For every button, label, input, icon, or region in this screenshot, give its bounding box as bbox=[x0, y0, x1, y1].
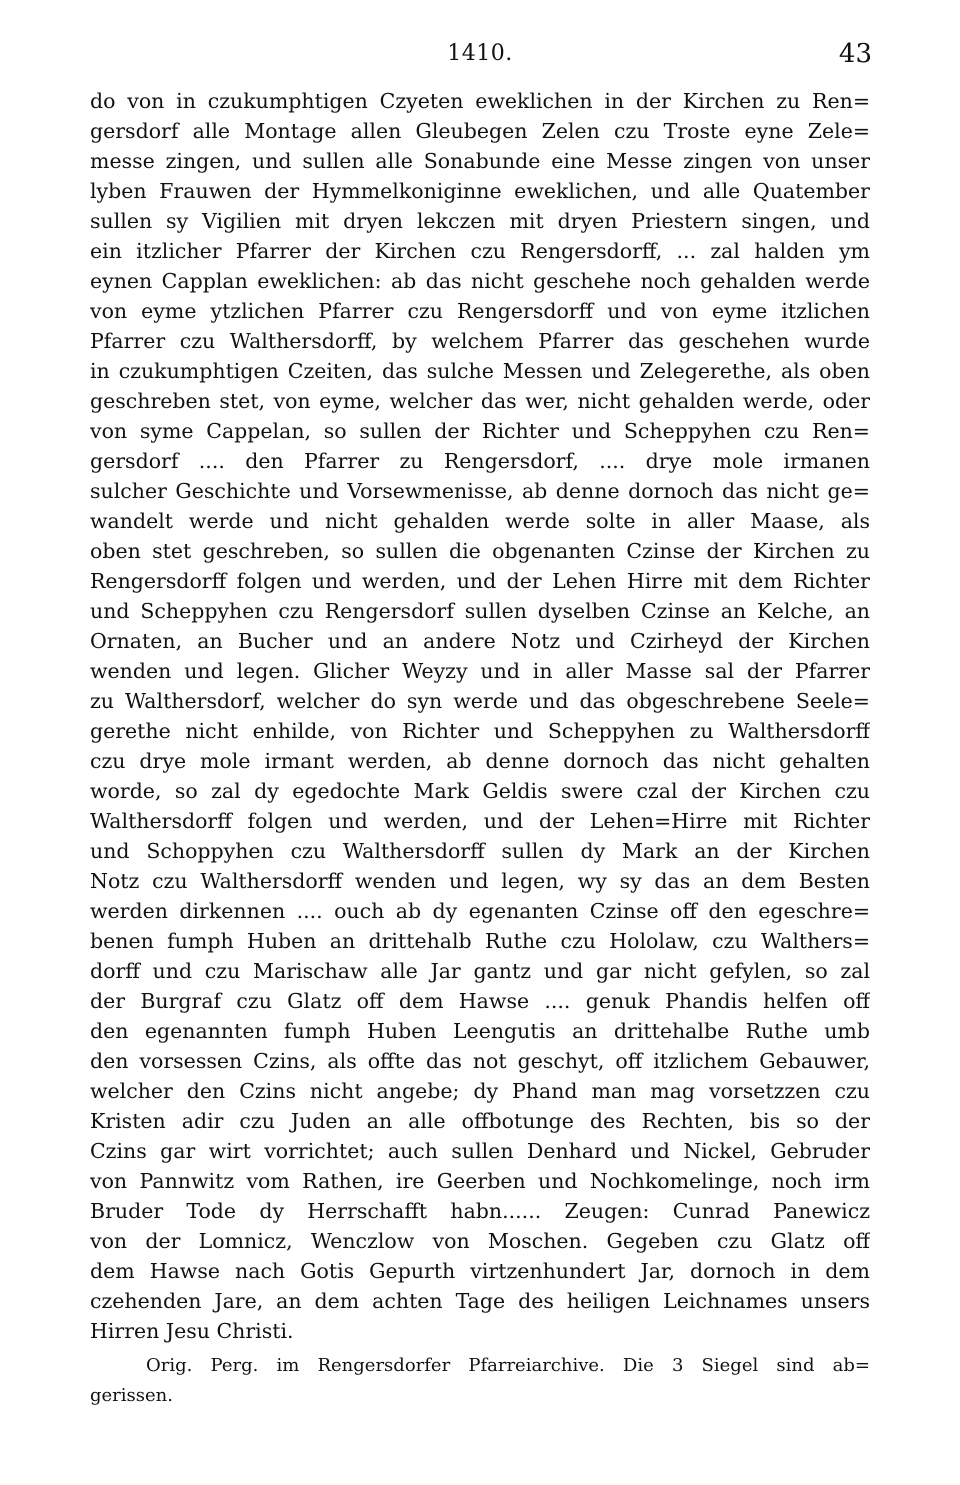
text-line: Rengersdorff folgen und werden, und der Lehen Hirre mit dem Richter bbox=[90, 569, 870, 593]
text-line: und Scheppyhen czu Rengersdorf sullen dyselben Czinse an Kelche, an bbox=[90, 599, 870, 623]
text-line: wenden und legen. Glicher Weyzy und in aller Masse sal der Pfarrer bbox=[90, 659, 870, 683]
page-number: 43 bbox=[838, 39, 872, 69]
text-line: sullen sy Vigilien mit dryen lekczen mit dryen Priestern singen, und bbox=[90, 209, 870, 233]
source-note-line: Orig. Perg. im Rengersdorfer Pfarreiarchive. Die 3 Siegel sind ab= bbox=[146, 1355, 870, 1376]
text-line: von syme Cappelan, so sullen der Richter und Scheppyhen czu Ren= bbox=[90, 419, 870, 443]
text-line: do von in czukumphtigen Czyeten eweklichen in der Kirchen zu Ren= bbox=[90, 89, 870, 113]
text-line: Walthersdorff folgen und werden, und der Lehen=Hirre mit Richter bbox=[90, 809, 870, 833]
text-line: worde, so zal dy egedochte Mark Geldis swere czal der Kirchen czu bbox=[90, 779, 870, 803]
text-line: sulcher Geschichte und Vorsewmenisse, ab denne dornoch das nicht ge= bbox=[90, 479, 870, 503]
text-line: Pfarrer czu Walthersdorff, by welchem Pfarrer das geschehen wurde bbox=[90, 329, 870, 353]
text-line: von der Lomnicz, Wenczlow von Moschen. Gegeben czu Glatz off bbox=[90, 1229, 870, 1253]
text-line: eynen Capplan eweklichen: ab das nicht geschehe noch gehalden werde bbox=[90, 269, 870, 293]
text-line: wandelt werde und nicht gehalden werde solte in aller Maase, als bbox=[90, 509, 870, 533]
source-note-line: gerissen. bbox=[90, 1385, 173, 1406]
page-header bbox=[88, 36, 872, 72]
text-line: dem Hawse nach Gotis Gepurth virtzenhundert Jar, dornoch in dem bbox=[90, 1259, 870, 1283]
text-line: benen fumph Huben an drittehalb Ruthe czu Hololaw, czu Walthers= bbox=[90, 929, 870, 953]
text-line: oben stet geschreben, so sullen die obgenanten Czinse der Kirchen zu bbox=[90, 539, 870, 563]
text-line: Bruder Tode dy Herrschafft habn...... Zeugen: Cunrad Panewicz bbox=[90, 1199, 870, 1223]
text-line: Ornaten, an Bucher und an andere Notz und Czirheyd der Kirchen bbox=[90, 629, 870, 653]
year-heading: 1410. bbox=[447, 41, 513, 66]
charter-text bbox=[90, 86, 870, 1346]
text-line: welcher den Czins nicht angebe; dy Phand man mag vorsetzzen czu bbox=[90, 1079, 870, 1103]
text-line: gerethe nicht enhilde, von Richter und Scheppyhen zu Walthersdorff bbox=[90, 719, 870, 743]
text-line: ein itzlicher Pfarrer der Kirchen czu Rengersdorff, ... zal halden ym bbox=[90, 239, 870, 263]
text-line: Hirren Jesu Christi. bbox=[90, 1319, 294, 1343]
text-line: zu Walthersdorf, welcher do syn werde und das obgeschrebene Seele= bbox=[90, 689, 870, 713]
text-line: messe zingen, und sullen alle Sonabunde eine Messe zingen von unser bbox=[90, 149, 870, 173]
text-line: Czins gar wirt vorrichtet; auch sullen Denhard und Nickel, Gebruder bbox=[90, 1139, 870, 1163]
text-line: den vorsessen Czins, als offte das not geschyt, off itzlichem Gebauwer, bbox=[90, 1049, 870, 1073]
text-line: czehenden Jare, an dem achten Tage des heiligen Leichnames unsers bbox=[90, 1289, 870, 1313]
text-line: werden dirkennen .... ouch ab dy egenanten Czinse off den egeschre= bbox=[90, 899, 870, 923]
text-line: gersdorf alle Montage allen Gleubegen Zelen czu Troste eyne Zele= bbox=[90, 119, 870, 143]
text-line: lyben Frauwen der Hymmelkoniginne eweklichen, und alle Quatember bbox=[90, 179, 870, 203]
text-line: czu drye mole irmant werden, ab denne dornoch das nicht gehalten bbox=[90, 749, 870, 773]
text-line: und Schoppyhen czu Walthersdorff sullen dy Mark an der Kirchen bbox=[90, 839, 870, 863]
text-line: gersdorf .... den Pfarrer zu Rengersdorf, .... drye mole irmanen bbox=[90, 449, 870, 473]
text-line: Notz czu Walthersdorff wenden und legen, wy sy das an dem Besten bbox=[90, 869, 870, 893]
text-line: geschreben stet, von eyme, welcher das wer, nicht gehalden werde, oder bbox=[90, 389, 870, 413]
text-line: dorff und czu Marischaw alle Jar gantz und gar nicht gefylen, so zal bbox=[90, 959, 870, 983]
source-note bbox=[90, 1351, 870, 1411]
text-line: von Pannwitz vom Rathen, ire Geerben und Nochkomelinge, noch irm bbox=[90, 1169, 870, 1193]
text-line: den egenannten fumph Huben Leengutis an drittehalbe Ruthe umb bbox=[90, 1019, 870, 1043]
text-line: von eyme ytzlichen Pfarrer czu Rengersdorff und von eyme itzlichen bbox=[90, 299, 870, 323]
text-line: der Burgraf czu Glatz off dem Hawse .... genuk Phandis helfen off bbox=[90, 989, 870, 1013]
text-line: Kristen adir czu Juden an alle offbotunge des Rechten, bis so der bbox=[90, 1109, 870, 1133]
text-line: in czukumphtigen Czeiten, das sulche Messen und Zelegerethe, als oben bbox=[90, 359, 870, 383]
